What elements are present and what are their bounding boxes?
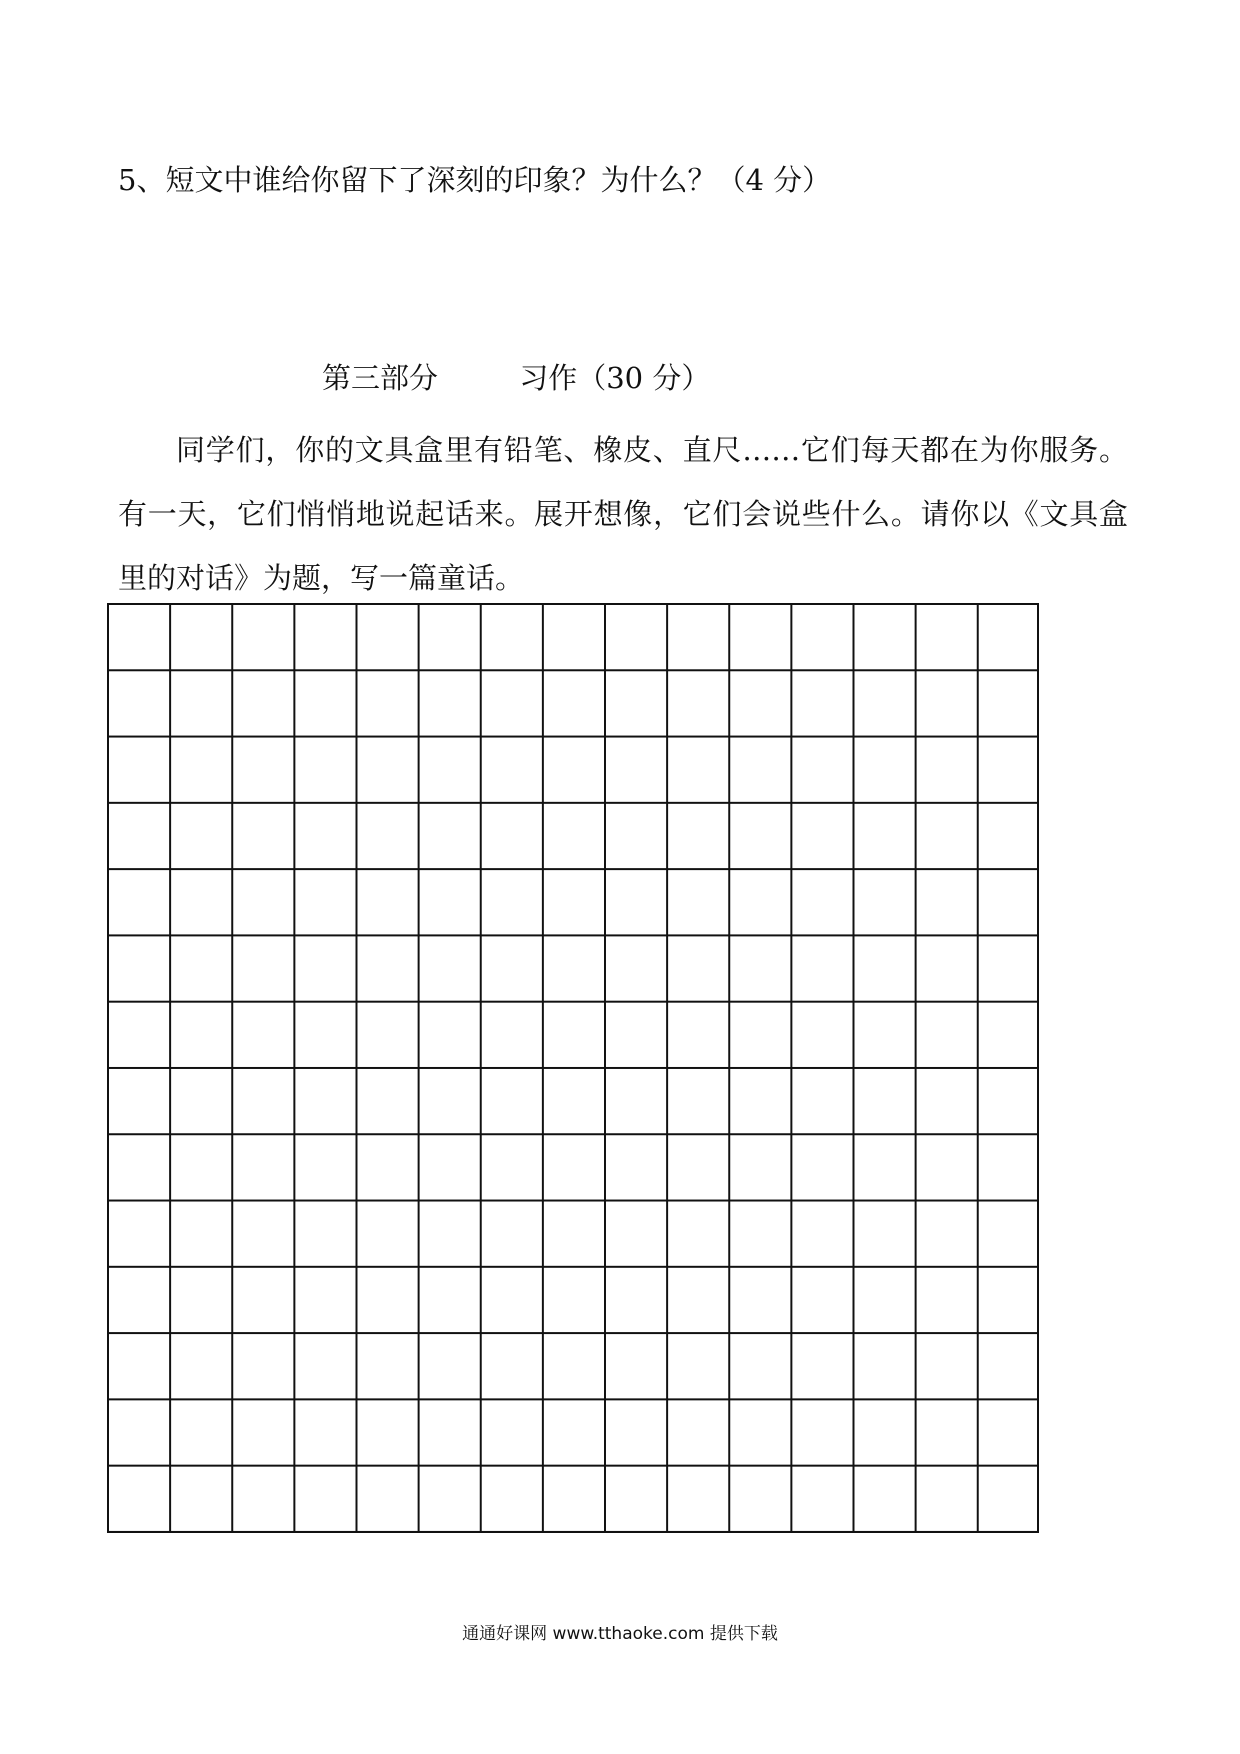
footer-watermark: 通通好课网 www.tthaoke.com 提供下载 — [462, 1624, 778, 1644]
question-5: 5、短文中谁给你留下了深刻的印象？为什么？（4 分） — [118, 163, 832, 197]
section-part-label: 第三部分 — [322, 361, 439, 395]
writing-grid[interactable] — [107, 603, 1039, 1533]
section-title: 习作（30 分） — [519, 361, 711, 395]
section-heading — [322, 358, 710, 398]
writing-prompt: 同学们，你的文具盒里有铅笔、橡皮、直尺……它们每天都在为你服务。有一天，它们悄悄地说起话来。展开想像，它们会说些什么。请你以《文具盒里的对话》为题，写一篇童话。 — [118, 433, 1128, 595]
